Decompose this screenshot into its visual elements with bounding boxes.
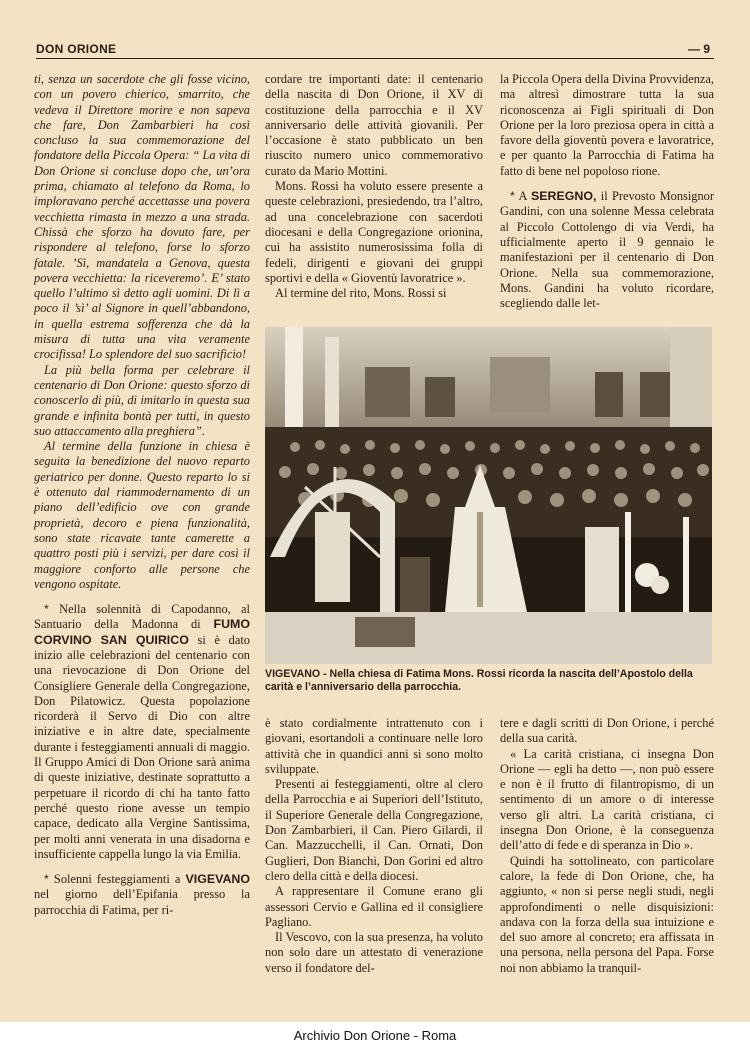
paragraph: La più bella forma per celebrare il centenario di Don Orione: questo sforzo di conoscerlo di più, di imitarlo in questa sua grande e infinita bontà per tutti, in questo suo attaccamento alla preghiera”. [34,362,250,438]
paragraph: Al termine della funzione in chiesa è seguita la benedizione del nuovo reparto geriatrico per donne. Questo reparto lo si è ottenuto dal riammodernamento di un piano dell’edificio ove con grande proprietà, decoro e piena funzionalità, sono state ricavate tante camerette a quattro posti più i servizi, per dare così il maggiore conforto alle persone che vengono ospitate. [34,439,250,591]
column-middle [265,72,483,301]
photo-caption: VIGEVANO - Nella chiesa di Fatima Mons. Rossi ricorda la nascita dell’Apostolo della carità e l’anniversario della parrocchia. [265,668,693,693]
place-name: VIGEVANO [185,872,250,887]
paragraph-vigevano: * Solenni festeggiamenti a VIGEVANO nel giorno dell’Epifania presso la parrocchia di Fatima, per ri- [34,872,250,917]
running-header-title: DON ORIONE [36,42,117,56]
paragraph: tere e dagli scritti di Don Orione, i perché della sua carità. [500,716,714,746]
paragraph: Presenti ai festeggiamenti, oltre al clero della Parrocchia e ai Superiori dell’Istituto, il Superiore Generale della Congregazione, Don Zambarbieri, il Can. Piero Gilardi, il Can. Mazzucchelli, il Can. Ornati, Don Guglieri, Don Bianchi, Don Gorini ed altro clero della città e della diocesi. [265,777,483,883]
paragraph: Il Vescovo, con la sua presenza, ha voluto non solo dare un attestato di venerazione verso il fondatore del- [265,930,483,975]
header-rule [36,58,714,59]
paragraph: è stato cordialmente intrattenuto con i giovani, esortandoli a continuare nelle loro attività che in quandici anni si sono molto sviluppate. [265,716,483,776]
column-right-lower [500,716,714,976]
paragraph: cordare tre importanti date: il centenario della nascita di Don Orione, il XV di costituzione della parrocchia e il XV anniversario delle attività giovanili. Per l’occasione è stato pubblicato un ben riuscito numero unico commemorativo curato da Mario Mottini. [265,72,483,178]
column-right [500,72,714,311]
paragraph: Quindi ha sottolineato, con particolare calore, la fede di Don Orione, che, ha aggiunto, « non si perse negli studi, negli approfondimenti o nelle disquisizioni: andava con la forza della sua intuizione e del suo amore al concreto; era affissata in una persona, nella persona del Papa. Forse noi non abbiamo la tranquil- [500,853,714,975]
paragraph: Mons. Rossi ha voluto essere presente a queste celebrazioni, presiedendo, tra l’altro, ad una concelebrazione con sacerdoti diocesani e della Congregazione orionina, cui ha assistito numerosissima folla di fedeli, dirigenti e giovani dei gruppi sportivi e della « Gioventù lavoratrice ». [265,179,483,285]
paragraph-fumo-corvino: * Nella solennità di Capodanno, al Santuario della Madonna di FUMO CORVINO SAN QUIRICO si è dato inizio alle celebrazioni del centenario con una rievocazione di Don Orione del Consigliere Generale della Congregazione, Don Pilatowicz. Questa popolazione ricorderà il Servo di Dio con altre iniziative e in altre date, specialmente durante i festeggiamenti annuali di maggio. Il Gruppo Amici di Don Orione sarà anima di queste iniziative, destinate soprattutto a perpetuare il ricordo di chi ha tanto fatto perché questo rione avesse un tempio capace, dedicato alla Vergine Santissima, per molti anni venerata in una disadorna e insufficiente cappella lungo la via Emilia. [34,602,250,861]
section-star: * [44,602,49,617]
paragraph: la Piccola Opera della Divina Provvidenza, ma altresì dimostrare tutta la sua riconoscenza ai Figli spirituali di Don Orione per la loro preziosa opera in città a favore della gioventù povera e lavoratrice, e per quanto la Parrocchia di Fatima ha fatto di bene nel popoloso rione. [500,72,715,178]
place-name: FUMO CORVINO SAN QUIRICO [34,617,250,647]
section-star: * [44,872,49,887]
church-photo-illustration [265,327,712,664]
archive-footer: Archivio Don Orione - Roma [293,1028,457,1043]
page-number: — 9 [687,42,710,56]
section-star: * [510,189,515,204]
column-middle-lower [265,716,483,976]
paragraph: A rappresentare il Comune erano gli assessori Cervio e Gallina ed il consigliere Pagliano. [265,884,483,929]
paragraph: Al termine del rito, Mons. Rossi si [275,286,447,301]
place-name: SEREGNO, [531,189,597,204]
paragraph: « La carità cristiana, ci insegna Don Orione — egli ha detto —, non può essere e non è il frutto di filantropismo, di un sentimento di un amore o di interesse verso gli altri. La carità cristiana, ci insegna Don Orione, è la conseguenza dell’atto di fede e di speranza in Dio ». [500,746,714,853]
paragraph-seregno: * A SEREGNO, il Prevosto Monsignor Gandini, con una solenne Messa celebrata al Piccolo Cottolengo di via Verdi, ha ufficialmente aperto il 9 gennaio le manifestazioni per il centenario di Don Orione. Nella sua commemorazione, Mons. Gandini ha voluto ricordare, scegliendo dalle let- [500,189,714,311]
church-photo [265,327,712,664]
paragraph: ti, senza un sacerdote che gli fosse vicino, con un povero chierico, smarrito, che vedeva il Direttore morire e non sapeva che fare, Don Zambarbieri ha così concluso la sua commemorazione del fondatore della Piccola Opera: “ La vita di Don Orione si concluse dopo che, un’ora prima, chiamato al telefono da Roma, lo imploravano perché accettasse una povera vecchietta rimasta in mezzo a una strada. Chissà che sforzo ha dovuto fare, per rispondere al telefono, forse lo sforzo fatale. ’Sì, mandatela a Genova, questa povera vecchietta: la riceveremo’. E’ stato quello l’ultimo sì detto agli uomini. Di lì a poco il ’sì’ al Signore in quell’abbandono, in quella estrema sofferenza che dà la misura di tutta una vita veramente crocifissa! Lo splendore del suo sacrificio! [34,72,251,362]
column-left [34,72,250,918]
